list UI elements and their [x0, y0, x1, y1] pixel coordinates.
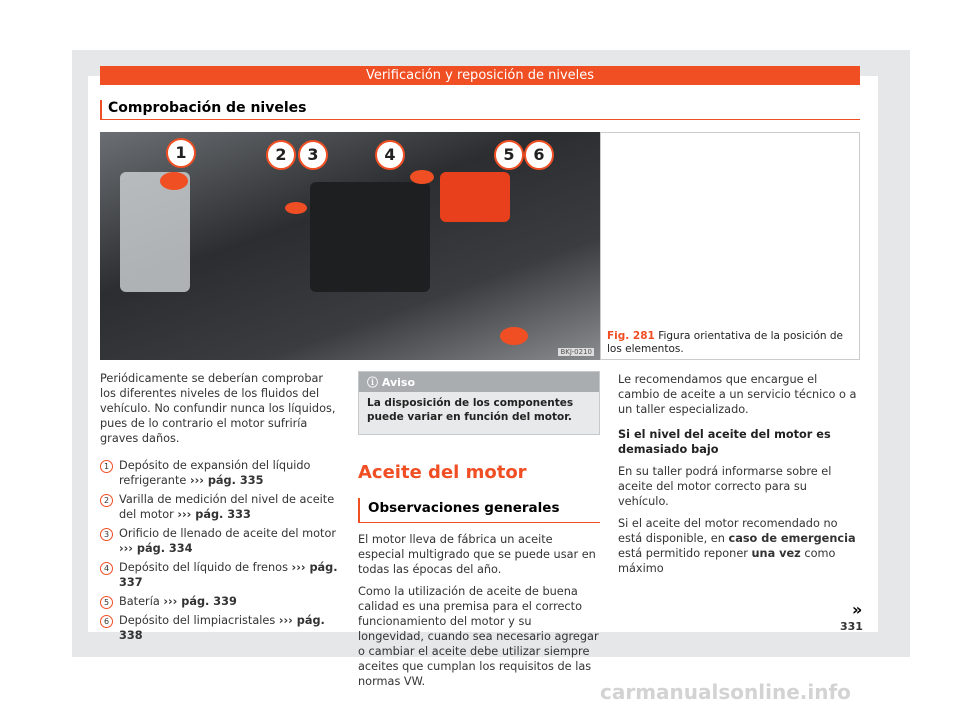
notice-body: La disposición de los componentes puede variar en función del motor.	[367, 397, 574, 423]
oil-p2-start: Como la utilización de aceite de buena calidad es una premisa para el correcto funcionamiento del motor y su longevidad, cuando sea necesario agregar o cambiar el aceite debe utilizar siempre aceites que cumplan los requisitos de las normas VW.	[358, 585, 599, 688]
washer-cap	[500, 327, 528, 345]
continue-marker: »	[852, 600, 863, 619]
callout-2: 2	[266, 140, 296, 170]
oil-p4: En su taller podrá informarse sobre el aceite del motor correcto para su vehículo.	[618, 465, 832, 508]
p5c: está permitido reponer	[618, 547, 752, 560]
page-ref[interactable]: ››› pág. 335	[189, 474, 264, 487]
item-number: 3	[100, 528, 113, 541]
callout-5: 5	[494, 140, 524, 170]
middle-column	[358, 532, 600, 688]
item-text: Depósito de expansión del líquido refrigerante ››› pág. 335	[119, 459, 311, 487]
callout-3: 3	[298, 140, 328, 170]
notice-title: Aviso	[381, 376, 416, 389]
item-number: 2	[100, 494, 113, 507]
item-text: Depósito del limpiacristales ››› pág. 338	[119, 614, 325, 642]
brake-cap	[410, 170, 434, 184]
p5a: Si el aceite del motor recomendado no está disponible, en	[618, 517, 838, 545]
callout-4: 4	[375, 140, 405, 170]
item-number: 6	[100, 615, 113, 628]
figure-label: Fig. 281	[607, 330, 655, 342]
figure-caption-box	[600, 132, 860, 360]
oil-heading: Aceite del motor	[358, 462, 527, 483]
intro-text: Periódicamente se deberían comprobar los diferentes niveles de los fluidos del vehículo. No confundir nunca los líquidos, pues de lo contrario el motor sufriría graves daños.	[100, 372, 336, 445]
left-column	[100, 371, 342, 647]
callout-6: 6	[524, 140, 554, 170]
oil-cap	[285, 202, 307, 214]
list-item	[100, 458, 342, 488]
watermark: carmanualsonline.info	[600, 680, 851, 704]
oil-subheading: Observaciones generales	[358, 498, 600, 523]
item-number: 4	[100, 562, 113, 575]
p5b: caso de emergencia	[728, 532, 856, 545]
coolant-tank	[120, 172, 190, 292]
item-text: Varilla de medición del nivel de aceite del motor ››› pág. 333	[119, 493, 335, 521]
page-ref[interactable]: ››› pág. 338	[119, 614, 325, 642]
list-item	[100, 560, 342, 590]
p5e: como máximo	[618, 547, 836, 575]
oil-p1: El motor lleva de fábrica un aceite especial multigrado que se puede usar en todas las épocas del año.	[358, 533, 596, 576]
list-item	[100, 492, 342, 522]
oil-p5	[618, 516, 860, 576]
chapter-header: Verificación y reposición de niveles	[100, 66, 860, 85]
p5d: una vez	[751, 547, 801, 560]
figure-caption: Figura orientativa de la posición de los elementos.	[607, 330, 844, 355]
coolant-cap	[160, 172, 188, 190]
air-box	[310, 182, 430, 292]
item-text: Depósito del líquido de frenos ››› pág. 337	[119, 561, 338, 589]
page-ref[interactable]: ››› pág. 339	[163, 595, 237, 608]
page-ref[interactable]: ››› pág. 337	[119, 561, 338, 589]
battery	[440, 172, 510, 222]
info-icon: ⓘ	[367, 376, 378, 389]
list-item	[100, 594, 342, 609]
item-text: Orificio de llenado de aceite del motor ››› pág. 334	[119, 527, 336, 555]
page-ref[interactable]: ››› pág. 333	[177, 508, 251, 521]
figure-code: BKJ-0210	[560, 348, 592, 356]
page-number: 331	[840, 620, 863, 633]
right-column	[618, 372, 860, 583]
low-oil-heading: Si el nivel del aceite del motor es demasiado bajo	[618, 428, 831, 456]
list-item	[100, 613, 342, 643]
callout-1: 1	[166, 138, 196, 168]
page-ref[interactable]: ››› pág. 334	[119, 542, 193, 555]
item-number: 1	[100, 460, 113, 473]
engine-figure	[100, 132, 600, 360]
oil-p3: Le recomendamos que encargue el cambio de aceite a un servicio técnico o a un taller especializado.	[618, 373, 857, 416]
list-item	[100, 526, 342, 556]
item-text: Batería ››› pág. 339	[119, 595, 237, 608]
item-number: 5	[100, 596, 113, 609]
notice-box	[358, 371, 600, 435]
section-title: Comprobación de niveles	[100, 100, 860, 120]
